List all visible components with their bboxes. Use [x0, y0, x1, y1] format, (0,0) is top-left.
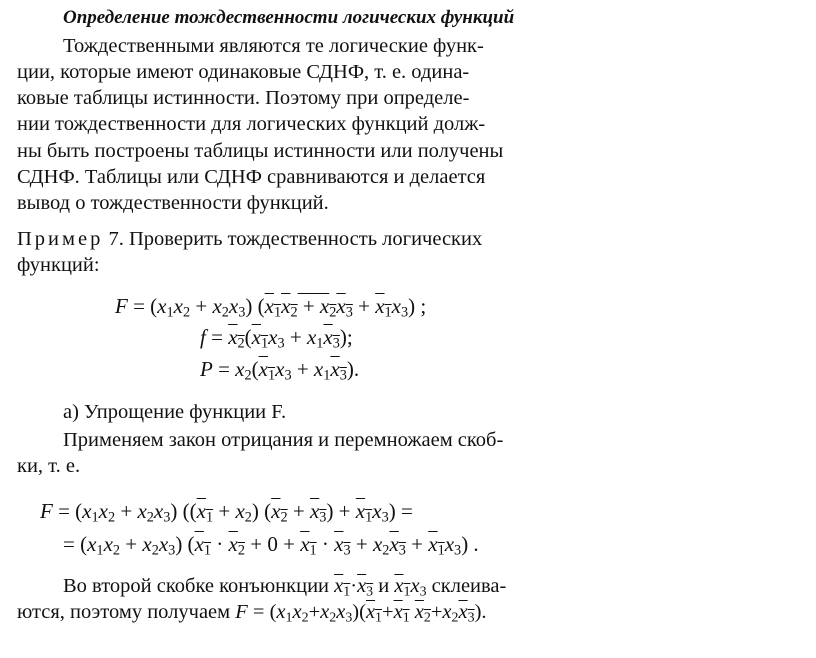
formula-F-text [0, 0, 1, 1]
intro-line: вывод о тождественности функций. [17, 192, 329, 214]
intro-line: Тождественными являются те логические функ- [63, 35, 484, 57]
intro-line: ции, которые имеют одинаковые СДНФ, т. е. одина- [17, 61, 470, 83]
formula-P: $P = x_2(x_1x_3 + x_1x_3)$. [200, 357, 360, 384]
intro-line: СДНФ. Таблицы или СДНФ сравниваются и делается [17, 166, 486, 188]
example-label: Пример [17, 228, 104, 250]
intro-line: ковые таблицы истинности. Поэтому при определе- [17, 87, 470, 109]
example-line [17, 227, 482, 251]
step-a: а) Упрощение функции F. [63, 401, 287, 423]
example-line-2: функций: [17, 254, 100, 276]
formula-f: $f = x_2(x_1x_3 + x_1x_3)$; [200, 325, 353, 352]
intro-line: нии тождественности для логических функций долж- [17, 113, 486, 135]
apply-line: ки, т. е. [17, 455, 81, 477]
conclusion-line-1: Во второй скобке конъюнкции $x_1\cdot x_3$ и $x_1x_3$ склеива- [63, 575, 507, 600]
apply-line: Применяем закон отрицания и перемножаем скоб- [63, 429, 504, 451]
section-heading: Определение тождественности логических функций [63, 7, 515, 28]
example-text: 7. Проверить тождественность логических [108, 228, 483, 250]
derivation-line-2: = $(x_1x_2 + x_2x_3) (x_1 \cdot x_2 + 0 + x_1 \cdot x_3 + x_2x_3 + x_1x_3)$ . [63, 532, 479, 559]
formula-F: $F = (x_1x_2 + x_2x_3) (x_1x_2 + x_2x_3 + x_1x_3)$ ; [115, 294, 427, 321]
intro-line: ны быть построены таблицы истинности или получены [17, 140, 504, 162]
conclusion-line-2: ются, поэтому получаем $F = (x_1x_2+x_2x_3)(x_1+x_1$ $x_2+x_2x_3$). [17, 601, 487, 626]
derivation-line-1: $F = (x_1x_2 + x_2x_3) ((x_1 + x_2) (x_2 + x_3) + x_1x_3)$ = [40, 499, 413, 526]
